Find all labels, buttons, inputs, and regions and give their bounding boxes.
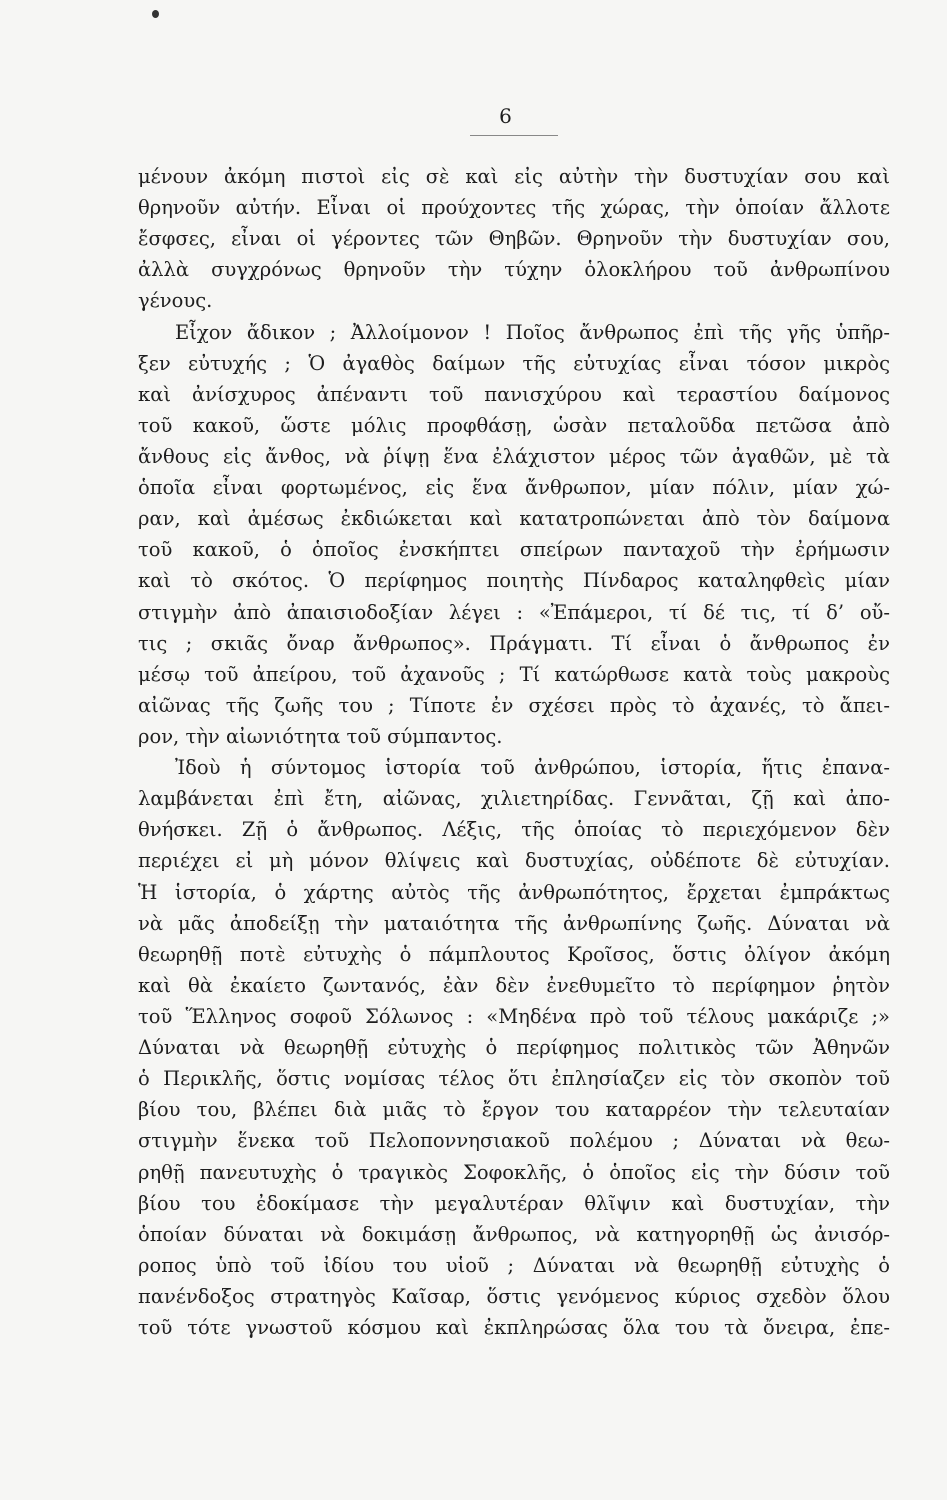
text-line: τις ; σκιᾶς ὄναρ ἄνθρωπος». Πράγματι. Τί εἶναι ὁ ἄνθρωπος ἐν: [138, 631, 890, 655]
text-line: στιγμὴν ἕνεκα τοῦ Πελοποννησιακοῦ πολέμου ; Δύναται νὰ θεω-: [138, 1129, 890, 1153]
text-line: στιγμὴν ἀπὸ ἀπαισιοδοξίαν λέγει : «Ἐπάμεροι, τί δέ τις, τί δ’ οὔ-: [138, 600, 890, 624]
text-line: μέσῳ τοῦ ἀπείρου, τοῦ ἀχανοῦς ; Τί κατώρθωσε κατὰ τοὺς μακροὺς: [138, 662, 890, 686]
text-line: περιέχει εἰ μὴ μόνον θλίψεις καὶ δυστυχίας, οὐδέποτε δὲ εὐτυχίαν.: [138, 849, 890, 873]
text-line: ρον, τὴν αἰωνιότητα τοῦ σύμπαντος.: [138, 724, 503, 748]
text-line: ὁ Περικλῆς, ὅστις νομίσας τέλος ὅτι ἐπλησίαζεν εἰς τὸν σκοπὸν τοῦ: [138, 1067, 890, 1091]
text-line: θνήσκει. Ζῇ ὁ ἄνθρωπος. Λέξις, τῆς ὁποίας τὸ περιεχόμενον δὲν: [138, 818, 890, 842]
text-line: αἰῶνας τῆς ζωῆς του ; Τίποτε ἐν σχέσει πρὸς τὸ ἀχανές, τὸ ἄπει-: [138, 693, 890, 717]
text-line: γένους.: [138, 289, 213, 313]
text-line: τοῦ κακοῦ, ὁ ὁποῖος ἐνσκήπτει σπείρων πανταχοῦ τὴν ἐρήμωσιν: [138, 538, 890, 562]
page-number: 6: [499, 104, 513, 128]
text-line: ὁποίαν δύναται νὰ δοκιμάσῃ ἄνθρωπος, νὰ κατηγορηθῇ ὡς ἀνισόρ-: [138, 1222, 890, 1246]
text-line: τοῦ τότε γνωστοῦ κόσμου καὶ ἐκπληρώσας ὅλα του τὰ ὄνειρα, ἐπε-: [138, 1316, 890, 1340]
text-line: θεωρηθῇ ποτὲ εὐτυχὴς ὁ πάμπλουτος Κροῖσος, ὅστις ὀλίγον ἀκόμη: [138, 942, 890, 966]
text-line: Ἡ ἱστορία, ὁ χάρτης αὐτὸς τῆς ἀνθρωπότητος, ἔρχεται ἐμπράκτως: [138, 880, 890, 904]
text-line: πανένδοξος στρατηγὸς Καῖσαρ, ὅστις γενόμενος κύριος σχεδὸν ὅλου: [138, 1284, 890, 1308]
text-line: θρηνοῦν αὐτήν. Εἶναι οἱ προύχοντες τῆς χώρας, τὴν ὁποίαν ἄλλοτε: [138, 196, 890, 220]
text-line: Εἶχον ἄδικον ; Ἀλλοίμονον ! Ποῖος ἄνθρωπος ἐπὶ τῆς γῆς ὑπῆρ-: [175, 320, 890, 344]
text-line: ἄνθους εἰς ἄνθος, νὰ ῥίψῃ ἕνα ἐλάχιστον μέρος τῶν ἀγαθῶν, μὲ τὰ: [138, 444, 890, 468]
text-line: ξεν εὐτυχής ; Ὁ ἀγαθὸς δαίμων τῆς εὐτυχίας εἶναι τόσον μικρὸς: [138, 351, 890, 375]
text-line: ἀλλὰ συγχρόνως θρηνοῦν τὴν τύχην ὁλοκλήρου τοῦ ἀνθρωπίνου: [138, 258, 890, 282]
text-line: τοῦ Ἕλληνος σοφοῦ Σόλωνος : «Μηδένα πρὸ τοῦ τέλους μακάριζε ;»: [138, 1004, 890, 1028]
text-line: μένουν ἀκόμη πιστοὶ εἰς σὲ καὶ εἰς αὐτὴν τὴν δυστυχίαν σου καὶ: [138, 165, 890, 188]
page-number-rule: [470, 135, 558, 136]
text-line: καὶ ἀνίσχυρος ἀπέναντι τοῦ πανισχύρου καὶ τεραστίου δαίμονος: [138, 382, 890, 406]
text-line: λαμβάνεται ἐπὶ ἔτη, αἰῶνας, χιλιετηρίδας. Γεννᾶται, ζῇ καὶ ἀπο-: [138, 787, 890, 811]
text-line: καὶ τὸ σκότος. Ὁ περίφημος ποιητὴς Πίνδαρος καταληφθεὶς μίαν: [138, 569, 890, 593]
text-line: τοῦ κακοῦ, ὥστε μόλις προφθάσῃ, ὡσὰν πεταλοῦδα πετῶσα ἀπὸ: [138, 413, 890, 437]
text-line: βίου του ἐδοκίμασε τὴν μεγαλυτέραν θλῖψιν καὶ δυστυχίαν, τὴν: [138, 1191, 890, 1215]
text-line: καὶ θὰ ἐκαίετο ζωντανός, ἐὰν δὲν ἐνεθυμεῖτο τὸ περίφημον ῥητὸν: [138, 973, 890, 997]
text-line: νὰ μᾶς ἀποδείξῃ τὴν ματαιότητα τῆς ἀνθρωπίνης ζωῆς. Δύναται νὰ: [138, 911, 890, 935]
text-line: Δύναται νὰ θεωρηθῇ εὐτυχὴς ὁ περίφημος πολιτικὸς τῶν Ἀθηνῶν: [138, 1036, 890, 1060]
text-line: βίου του, βλέπει διὰ μιᾶς τὸ ἔργον του καταρρέον τὴν τελευταίαν: [138, 1098, 890, 1122]
body-text: [138, 161, 890, 1343]
text-line: ὁποῖα εἶναι φορτωμένος, εἰς ἕνα ἄνθρωπον, μίαν πόλιν, μίαν χώ-: [138, 476, 890, 500]
text-line: ραν, καὶ ἀμέσως ἐκδιώκεται καὶ κατατροπώνεται ἀπὸ τὸν δαίμονα: [138, 507, 890, 531]
text-line: ἔσφσες, εἶναι οἱ γέροντες τῶν Θηβῶν. Θρηνοῦν τὴν δυστυχίαν σου,: [138, 227, 890, 251]
text-line: Ἰδοὺ ἡ σύντομος ἱστορία τοῦ ἀνθρώπου, ἱστορία, ἥτις ἐπανα-: [175, 756, 890, 780]
stray-ink-dot: [152, 10, 159, 18]
text-line: ροπος ὑπὸ τοῦ ἰδίου του υἱοῦ ; Δύναται νὰ θεωρηθῇ εὐτυχὴς ὁ: [138, 1253, 890, 1277]
text-line: ρηθῇ πανευτυχὴς ὁ τραγικὸς Σοφοκλῆς, ὁ ὁποῖος εἰς τὴν δύσιν τοῦ: [138, 1160, 890, 1184]
